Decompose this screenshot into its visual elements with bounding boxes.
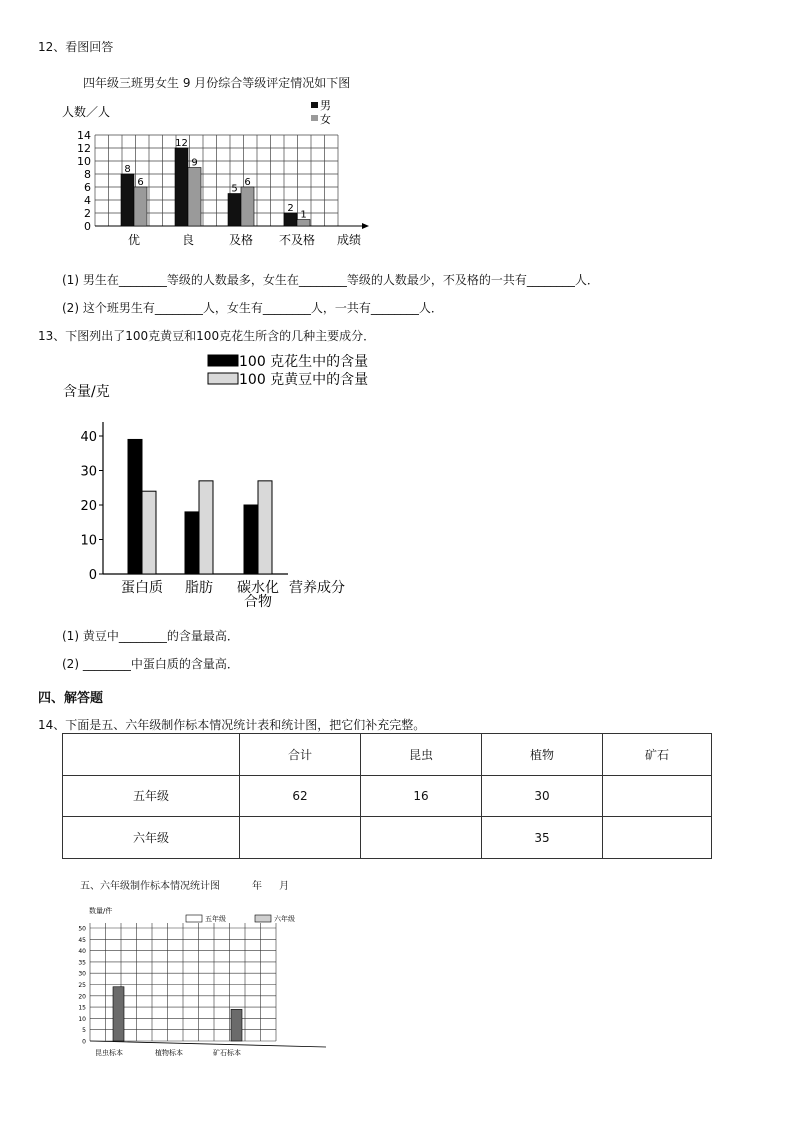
table-cell: 16 <box>361 775 482 817</box>
bar-value-label: 6 <box>137 177 144 188</box>
q12-sub1: (1) 男生在________等级的人数最多，女生在________等级的人数最少，不及格的一共有________人． <box>62 273 599 287</box>
bar <box>142 491 156 574</box>
y-axis-label: 含量/克 <box>63 384 110 400</box>
bar <box>113 987 124 1041</box>
legend-swatch <box>186 915 202 922</box>
bar <box>134 187 147 226</box>
q13-bar-chart <box>60 350 380 615</box>
bar <box>228 194 241 227</box>
bar-value-label: 12 <box>175 138 188 149</box>
q14-specimen-chart <box>74 893 336 1063</box>
bar <box>128 439 142 574</box>
legend-swatch <box>208 355 238 366</box>
table-cell <box>603 817 712 859</box>
specimen-table <box>62 733 712 859</box>
x-tick-label: 矿石标本 <box>213 1049 241 1057</box>
x-axis-label: 成绩 <box>337 233 362 247</box>
legend-swatch <box>311 115 318 121</box>
table-cell: 30 <box>482 775 603 817</box>
table-header-row <box>63 734 712 776</box>
bar <box>199 481 213 574</box>
table-cell: 六年级 <box>63 817 240 859</box>
y-tick-label: 20 <box>78 993 86 1001</box>
y-tick-label: 50 <box>78 925 86 933</box>
bar <box>121 174 134 226</box>
y-tick-label: 15 <box>78 1004 86 1012</box>
x-tick-label: 植物标本 <box>155 1049 183 1057</box>
table-header-cell: 昆虫 <box>361 734 482 776</box>
table-row <box>63 817 712 859</box>
legend-label: 五年级 <box>205 915 226 923</box>
q12-chart-title: 四年级三班男女生 9 月份综合等级评定情况如下图 <box>83 76 351 90</box>
table-cell: 62 <box>240 775 361 817</box>
q14-chart-title: 五、六年级制作标本情况统计图 <box>80 881 220 892</box>
y-axis-label: 人数／人 <box>62 105 111 119</box>
y-tick-label: 0 <box>82 1038 86 1046</box>
y-tick-label: 40 <box>78 948 86 956</box>
table-cell <box>240 817 361 859</box>
y-tick-label: 40 <box>80 430 97 445</box>
table-header-cell: 矿石 <box>603 734 712 776</box>
y-tick-label: 10 <box>80 533 97 549</box>
y-tick-label: 30 <box>78 970 86 978</box>
y-tick-label: 2 <box>84 207 91 220</box>
legend-label: 男 <box>320 99 331 112</box>
legend-swatch <box>255 915 271 922</box>
y-tick-label: 4 <box>84 194 91 207</box>
q13-sub2: (2) ________中蛋白质的含量高． <box>62 657 239 671</box>
table-header-cell: 合计 <box>240 734 361 776</box>
x-tick-label: 脂肪 <box>185 580 213 596</box>
q14-date-label: 年 月 <box>252 881 290 892</box>
table-header-cell: 植物 <box>482 734 603 776</box>
bar <box>188 168 201 227</box>
y-tick-label: 0 <box>88 568 97 583</box>
y-tick-label: 45 <box>78 936 86 944</box>
x-tick-label: 及格 <box>228 233 254 247</box>
y-tick-label: 30 <box>80 464 97 480</box>
bar <box>231 1009 242 1041</box>
table-cell <box>361 817 482 859</box>
y-tick-label: 14 <box>77 129 91 142</box>
q13-sub1: (1) 黄豆中________的含量最高． <box>62 629 239 643</box>
q12-sub2: (2) 这个班男生有________人，女生有________人，一共有________人． <box>62 301 443 315</box>
y-tick-label: 25 <box>78 982 86 989</box>
y-tick-label: 6 <box>84 181 91 194</box>
legend-label: 六年级 <box>274 915 295 923</box>
y-tick-label: 5 <box>82 1027 86 1035</box>
bar <box>244 505 258 574</box>
bar <box>284 213 297 226</box>
q14-heading: 14、下面是五、六年级制作标本情况统计表和统计图，把它们补充完整。 <box>38 718 426 732</box>
bar-value-label: 9 <box>191 157 198 169</box>
legend-label: 女 <box>320 113 331 126</box>
x-tick-label: 不及格 <box>278 233 316 247</box>
bar <box>241 187 254 226</box>
bar <box>175 148 188 226</box>
y-axis-label: 数量/件 <box>89 907 113 915</box>
y-tick-label: 35 <box>78 959 86 967</box>
legend-swatch <box>208 373 238 384</box>
q12-heading: 12、看图回答 <box>38 40 114 54</box>
section-title: 四、解答题 <box>38 691 104 706</box>
x-tick-label: 优 <box>127 233 141 247</box>
table-header-cell <box>63 734 240 776</box>
bar <box>185 512 199 574</box>
y-tick-label: 0 <box>84 220 91 233</box>
x-tick-label: 蛋白质 <box>121 580 163 596</box>
y-tick-label: 10 <box>78 1015 86 1023</box>
x-tick-label: 昆虫标本 <box>95 1049 123 1057</box>
x-tick-label: 良 <box>181 233 195 247</box>
x-tick-label: 合物 <box>244 594 272 610</box>
x-axis-label: 营养成分 <box>289 580 345 596</box>
q12-bar-chart <box>60 96 370 256</box>
bar-value-label: 2 <box>287 203 294 214</box>
y-tick-label: 20 <box>80 499 97 514</box>
table-cell: 五年级 <box>63 775 240 817</box>
x-tick-label: 碳水化 <box>237 580 279 596</box>
legend-label: 100 克黄豆中的含量 <box>239 372 369 388</box>
bar-value-label: 5 <box>231 183 238 195</box>
table-cell <box>603 775 712 817</box>
bar <box>258 481 272 574</box>
table-cell: 35 <box>482 817 603 859</box>
y-tick-label: 8 <box>84 168 91 181</box>
x-axis-arrow <box>362 223 369 229</box>
table-row <box>63 775 712 817</box>
y-tick-label: 12 <box>77 142 91 155</box>
x-axis <box>90 1041 326 1047</box>
bar-value-label: 6 <box>244 177 251 188</box>
y-tick-label: 10 <box>77 155 91 168</box>
q13-heading: 13、下图列出了100克黄豆和100克花生所含的几种主要成分． <box>38 329 376 343</box>
legend-label: 100 克花生中的含量 <box>239 354 369 370</box>
bar-value-label: 8 <box>124 164 131 175</box>
bar-value-label: 1 <box>300 209 307 221</box>
legend-swatch <box>311 102 318 108</box>
